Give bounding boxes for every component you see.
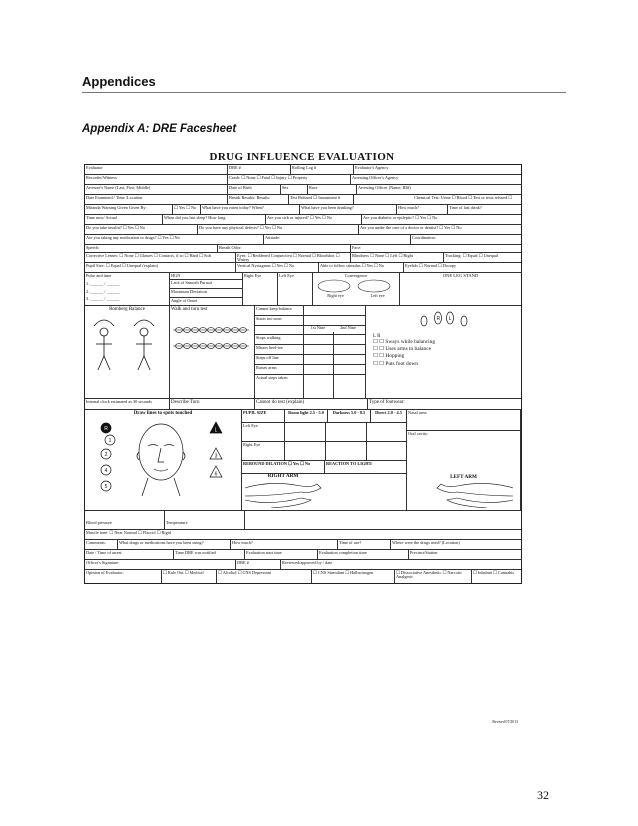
wat-clue-row: Actual steps taken xyxy=(256,375,288,380)
hgn-onset: Angle of Onset xyxy=(170,297,242,305)
rebound-dilation: REBOUND DILATION ☐ Yes ☐ No xyxy=(242,461,325,473)
cell: Recorder/Witness xyxy=(85,175,228,184)
ols-cell xyxy=(366,306,521,398)
figure-leg-right-a xyxy=(138,356,144,370)
row-opinion xyxy=(85,570,521,583)
cell: Are you taking any medication or drugs? ☐ Yes ☐ No xyxy=(85,235,264,244)
cell: Time DRE was notified xyxy=(174,550,245,559)
left-arm-lower xyxy=(447,498,513,508)
hgn-left-eye: Left Eye xyxy=(278,273,313,305)
cell: Chemical Test: Urine ☐ Blood ☐ Test or tests refused ☐ xyxy=(414,195,513,200)
darkness-label: Darkness 5.0 - 8.5 xyxy=(328,410,371,422)
cell: Precinct/Station xyxy=(410,550,438,555)
cell: Evaluator xyxy=(85,165,228,174)
cell: Time of use? xyxy=(338,540,391,549)
cell: Where were the drugs used? (Location) xyxy=(392,540,460,545)
right-eye-oval xyxy=(318,280,350,292)
cell: Crash: ☐ None ☐ Fatal ☐ Injury ☐ Property xyxy=(228,175,351,184)
row-arrest-times xyxy=(85,550,521,560)
cell: Do you take insulin? ☐ Yes ☐ No xyxy=(85,225,198,234)
cell: Date / Time of arrest xyxy=(85,550,174,559)
cell: Reviewed/approved by / date xyxy=(282,560,333,565)
cell: Evaluation completion time xyxy=(318,550,409,559)
row-time-now xyxy=(85,215,521,225)
clue-divider xyxy=(303,306,304,398)
room-light-label: Room light 2.5 - 5.0 xyxy=(285,410,328,422)
finger-mark-label: 2 xyxy=(104,451,108,458)
cell: Cannot do test (explain) xyxy=(255,399,368,409)
left-arm-label: LEFT ARM xyxy=(450,474,477,480)
arms-diagram-icon xyxy=(241,473,517,508)
cell: Pupil Size: ☐ Equal ☐ Unequal (explain) xyxy=(85,263,236,272)
pulse-label: Pulse and time xyxy=(86,273,112,278)
right-arm-label: RIGHT ARM xyxy=(267,473,299,479)
hgn-cell xyxy=(170,273,243,305)
pupil-size-label: PUPIL SIZE xyxy=(242,410,285,422)
oral-cavity: Oral cavity: xyxy=(408,431,429,436)
cell: What drugs or medications have you been using? xyxy=(118,540,231,549)
romberg-label: Romberg Balance xyxy=(109,306,145,312)
row-speech xyxy=(85,245,521,253)
walk-turn-cell xyxy=(170,306,255,398)
cell: Breath Results: Results: xyxy=(228,195,289,204)
cell: Are you sick or injured? ☐ Yes ☐ No xyxy=(266,215,362,224)
pupil-right-eye-row: Right Eye xyxy=(242,442,406,461)
pulse-cell xyxy=(85,273,170,305)
cell: Comments: xyxy=(85,540,118,549)
left-arm-upper xyxy=(437,483,513,496)
cell: Breath Odor: xyxy=(218,245,351,252)
cell: Time now/ Actual xyxy=(85,215,163,224)
cell: Evaluator's Agency xyxy=(355,165,389,170)
cell: ☐ Alcohol ☐ CNS Depressant xyxy=(217,570,312,583)
cell: Muscle tone: ☐ Near Normal ☐ Flaccid ☐ Rigid xyxy=(86,530,172,535)
finger-mark-label: 3 xyxy=(214,453,218,460)
row-walk-turn xyxy=(85,306,521,399)
cell: Able to follow stimulus ☐ Yes ☐ No xyxy=(319,263,404,272)
finger-mark-label: 6 xyxy=(214,471,218,478)
row-pupil-size xyxy=(85,263,521,273)
ols-item: ☐ ☐ Uses arms to balance xyxy=(373,346,432,353)
ols-item: ☐ ☐ Puts foot down xyxy=(373,360,419,367)
cell: Internal clock estimated as 30 seconds xyxy=(85,399,170,409)
cell: Miranda Warning Given Given By: xyxy=(85,205,173,214)
ols-feet-icon xyxy=(414,309,474,331)
face-outline xyxy=(139,424,183,480)
cell: Blood pressure xyxy=(85,511,165,529)
cell: ☐ CNS Stimulant ☐ Hallucinogen xyxy=(312,570,395,583)
cell: Attitude: xyxy=(264,235,411,244)
figure-head-left xyxy=(100,328,108,336)
left-eye-oval xyxy=(358,280,390,292)
cell xyxy=(245,511,521,529)
cell: Time of last drink? xyxy=(449,205,482,210)
pulse-line-1: 1. ______ / ______ xyxy=(86,281,120,287)
ols-lr: L R xyxy=(373,333,381,339)
convergence-cell xyxy=(313,273,400,305)
reaction-to-light: REACTION TO LIGHT: xyxy=(326,461,373,466)
wat-clue-row: Misses heel-toe xyxy=(255,345,365,355)
pulse-line-2: 2. ______ / ______ xyxy=(86,288,120,294)
wat-clue-row: Stops walking xyxy=(255,335,365,345)
finger-mark-label: 5 xyxy=(104,483,108,490)
romberg-cell xyxy=(85,306,170,398)
page-subheading: Appendix A: DRE Facesheet xyxy=(82,123,237,135)
cell: Are you under the care of a doctor or dentist? ☐ Yes ☐ No xyxy=(360,225,462,230)
cell: Temperature xyxy=(165,511,245,529)
cell: Are you diabetic or epileptic? ☐ Yes ☐ No xyxy=(363,215,438,220)
mouth xyxy=(154,469,168,471)
cell: DRE # xyxy=(228,165,291,174)
cell: How much? xyxy=(397,205,448,214)
ols-item: ☐ ☐ Hopping xyxy=(373,353,405,360)
cell: ☐ Dissociative Anesthetic ☐ Narcotic Analgesic xyxy=(395,570,472,583)
cell: Tracking: ☐ Equal ☐ Unequal xyxy=(445,253,499,258)
row-evaluator xyxy=(85,165,521,175)
nine-header-row: 1st Nine 2nd Nine xyxy=(255,326,365,335)
eye-left xyxy=(148,444,158,446)
cell: Speech: xyxy=(85,245,218,252)
cell: Do you have any physical defects? ☐ Yes ☐ No xyxy=(198,225,359,234)
nose xyxy=(158,448,164,462)
row-finger-pupil xyxy=(85,410,521,511)
heel-to-toe-steps-icon xyxy=(171,312,251,372)
finger-nose-label: Draw lines to spots touched xyxy=(133,410,193,416)
cell: When did you last sleep? How long xyxy=(163,215,266,224)
figure-head-right xyxy=(140,328,148,336)
ols-right-foot-mark: R xyxy=(436,315,440,322)
wat-clue-row: Starts too soon xyxy=(255,316,365,326)
nasal-area: Nasal area: xyxy=(407,410,520,431)
row-blood-pressure xyxy=(85,511,521,530)
wat-clue-row: Steps off line xyxy=(255,355,365,365)
ols-items xyxy=(367,339,520,368)
form-title: DRUG INFLUENCE EVALUATION xyxy=(209,151,395,163)
cell: Eyelids ☐ Normal ☐ Droopy xyxy=(405,263,457,268)
wat-clues-list xyxy=(255,306,365,384)
hgn-right-eye: Right Eye xyxy=(243,273,278,305)
finger-mark-label: 4 xyxy=(104,467,108,474)
revised-date: Revised 07/2013 xyxy=(492,720,518,724)
pulse-line-3: 3. ______ / ______ xyxy=(86,296,120,302)
cell: ☐ Yes ☐ No xyxy=(173,205,201,214)
cell: ☐ Rule Out ☐ Medical xyxy=(162,570,217,583)
row-medication xyxy=(85,235,521,245)
row-date-examined xyxy=(85,195,521,205)
row-recorder xyxy=(85,175,521,185)
cell: What have you been drinking? xyxy=(300,205,397,214)
cell: What have you eaten today? When? xyxy=(201,205,300,214)
direct-label: Direct 2.0 - 4.5 xyxy=(375,410,402,415)
cell: Blindness ☐ None ☐ Left ☐ Right xyxy=(351,253,444,262)
ols-left-foot-mark: L xyxy=(448,315,451,322)
left-eye-label: Left eye xyxy=(370,293,385,299)
pupil-header xyxy=(242,410,406,423)
walk-turn-label: Walk and turn test xyxy=(171,306,208,312)
row-arrestee xyxy=(85,185,521,195)
convergence-eye-labels xyxy=(314,294,398,299)
cell: Face: xyxy=(352,245,362,250)
neck xyxy=(142,478,180,496)
figure-leg-left-b xyxy=(104,356,110,370)
cell: How much? xyxy=(231,540,338,549)
sway-arrow-left xyxy=(94,320,114,326)
finger-mark-label: R xyxy=(104,425,108,432)
heading-rule xyxy=(82,92,566,93)
cell: Corrective Lenses: ☐ None ☐ Glasses ☐ Contacts, if so ☐ Hard ☐ Soft xyxy=(85,253,236,262)
nine-divider xyxy=(333,332,334,398)
dre-facesheet-form xyxy=(84,151,520,724)
wat-clue-row: Raises arms xyxy=(255,365,365,375)
hgn-label: HGN xyxy=(171,273,181,278)
figure-leg-left-a xyxy=(98,356,104,370)
row-signature xyxy=(85,560,521,570)
convergence-label: Convergence xyxy=(344,273,368,278)
right-arm-lower xyxy=(245,498,311,508)
cell: Describe Turn xyxy=(170,399,255,409)
pupil-left-eye-row: Left Eye xyxy=(242,423,406,442)
romberg-figures-icon xyxy=(86,312,164,382)
hgn-max-dev: Maximum Deviation xyxy=(170,288,242,297)
wat-clue-row: Cannot keep balance xyxy=(255,306,365,316)
cell: Date of Birth xyxy=(228,185,281,194)
row-muscle-tone xyxy=(85,530,521,540)
figure-leg-right-b xyxy=(144,356,150,370)
cell: Rolling Log # xyxy=(291,165,354,174)
form-grid xyxy=(84,164,522,584)
cell: DRE # xyxy=(236,560,281,569)
row-internal-clock xyxy=(85,399,521,410)
ols-label: ONE LEG STAND xyxy=(442,273,479,278)
row-insulin xyxy=(85,225,521,235)
finger-mark-label: L xyxy=(214,427,218,434)
cell: Arrestee's Name (Last, First, Middle) xyxy=(85,185,228,194)
cell: Coordination: xyxy=(412,235,436,240)
cell: Opinion of Evaluator: xyxy=(85,570,162,583)
right-eye-label: Right eye xyxy=(327,293,344,299)
finger-mark-label: 1 xyxy=(108,437,112,444)
face-diagram-icon xyxy=(86,416,236,502)
cell: Officer's Signature: xyxy=(85,560,236,569)
cell: Vertical Nystagmus ☐ Yes ☐ No xyxy=(236,263,319,272)
cell: Type of footwear: xyxy=(369,399,405,405)
eye-right xyxy=(164,444,174,446)
row-drugs-used xyxy=(85,540,521,550)
cell: Sex xyxy=(281,185,308,194)
ols-item: ☐ ☐ Sways while balancing xyxy=(373,338,436,345)
cell: ☐ Inhalant ☐ Cannabis xyxy=(473,570,514,575)
cell: Arresting Officer (Name, ID#) xyxy=(358,185,411,190)
cell: Eyes: ☐ Reddened Conjunctiva ☐ Normal ☐ Bloodshot ☐ Watery xyxy=(236,253,351,262)
rebound-row xyxy=(242,461,406,473)
finger-nose-cell xyxy=(85,410,242,510)
row-miranda xyxy=(85,205,521,215)
cell: Test Refused ☐ Instrument # xyxy=(289,195,354,204)
page-heading: Appendices xyxy=(82,74,156,89)
sway-arrow-right xyxy=(134,320,154,326)
cell: Race xyxy=(308,185,357,194)
page-number: 32 xyxy=(537,788,549,802)
convergence-eyes xyxy=(314,278,394,294)
cell: Evaluation start time xyxy=(245,550,318,559)
hgn-smooth: Lack of Smooth Pursuit xyxy=(170,279,242,288)
cell: Date Examined / Time /Location xyxy=(85,195,228,204)
row-hgn xyxy=(85,273,521,306)
wat-clues-cell xyxy=(255,306,366,398)
right-arm-upper xyxy=(245,483,321,496)
cell: Arresting Officer's Agency xyxy=(352,175,399,180)
row-lenses xyxy=(85,253,521,263)
